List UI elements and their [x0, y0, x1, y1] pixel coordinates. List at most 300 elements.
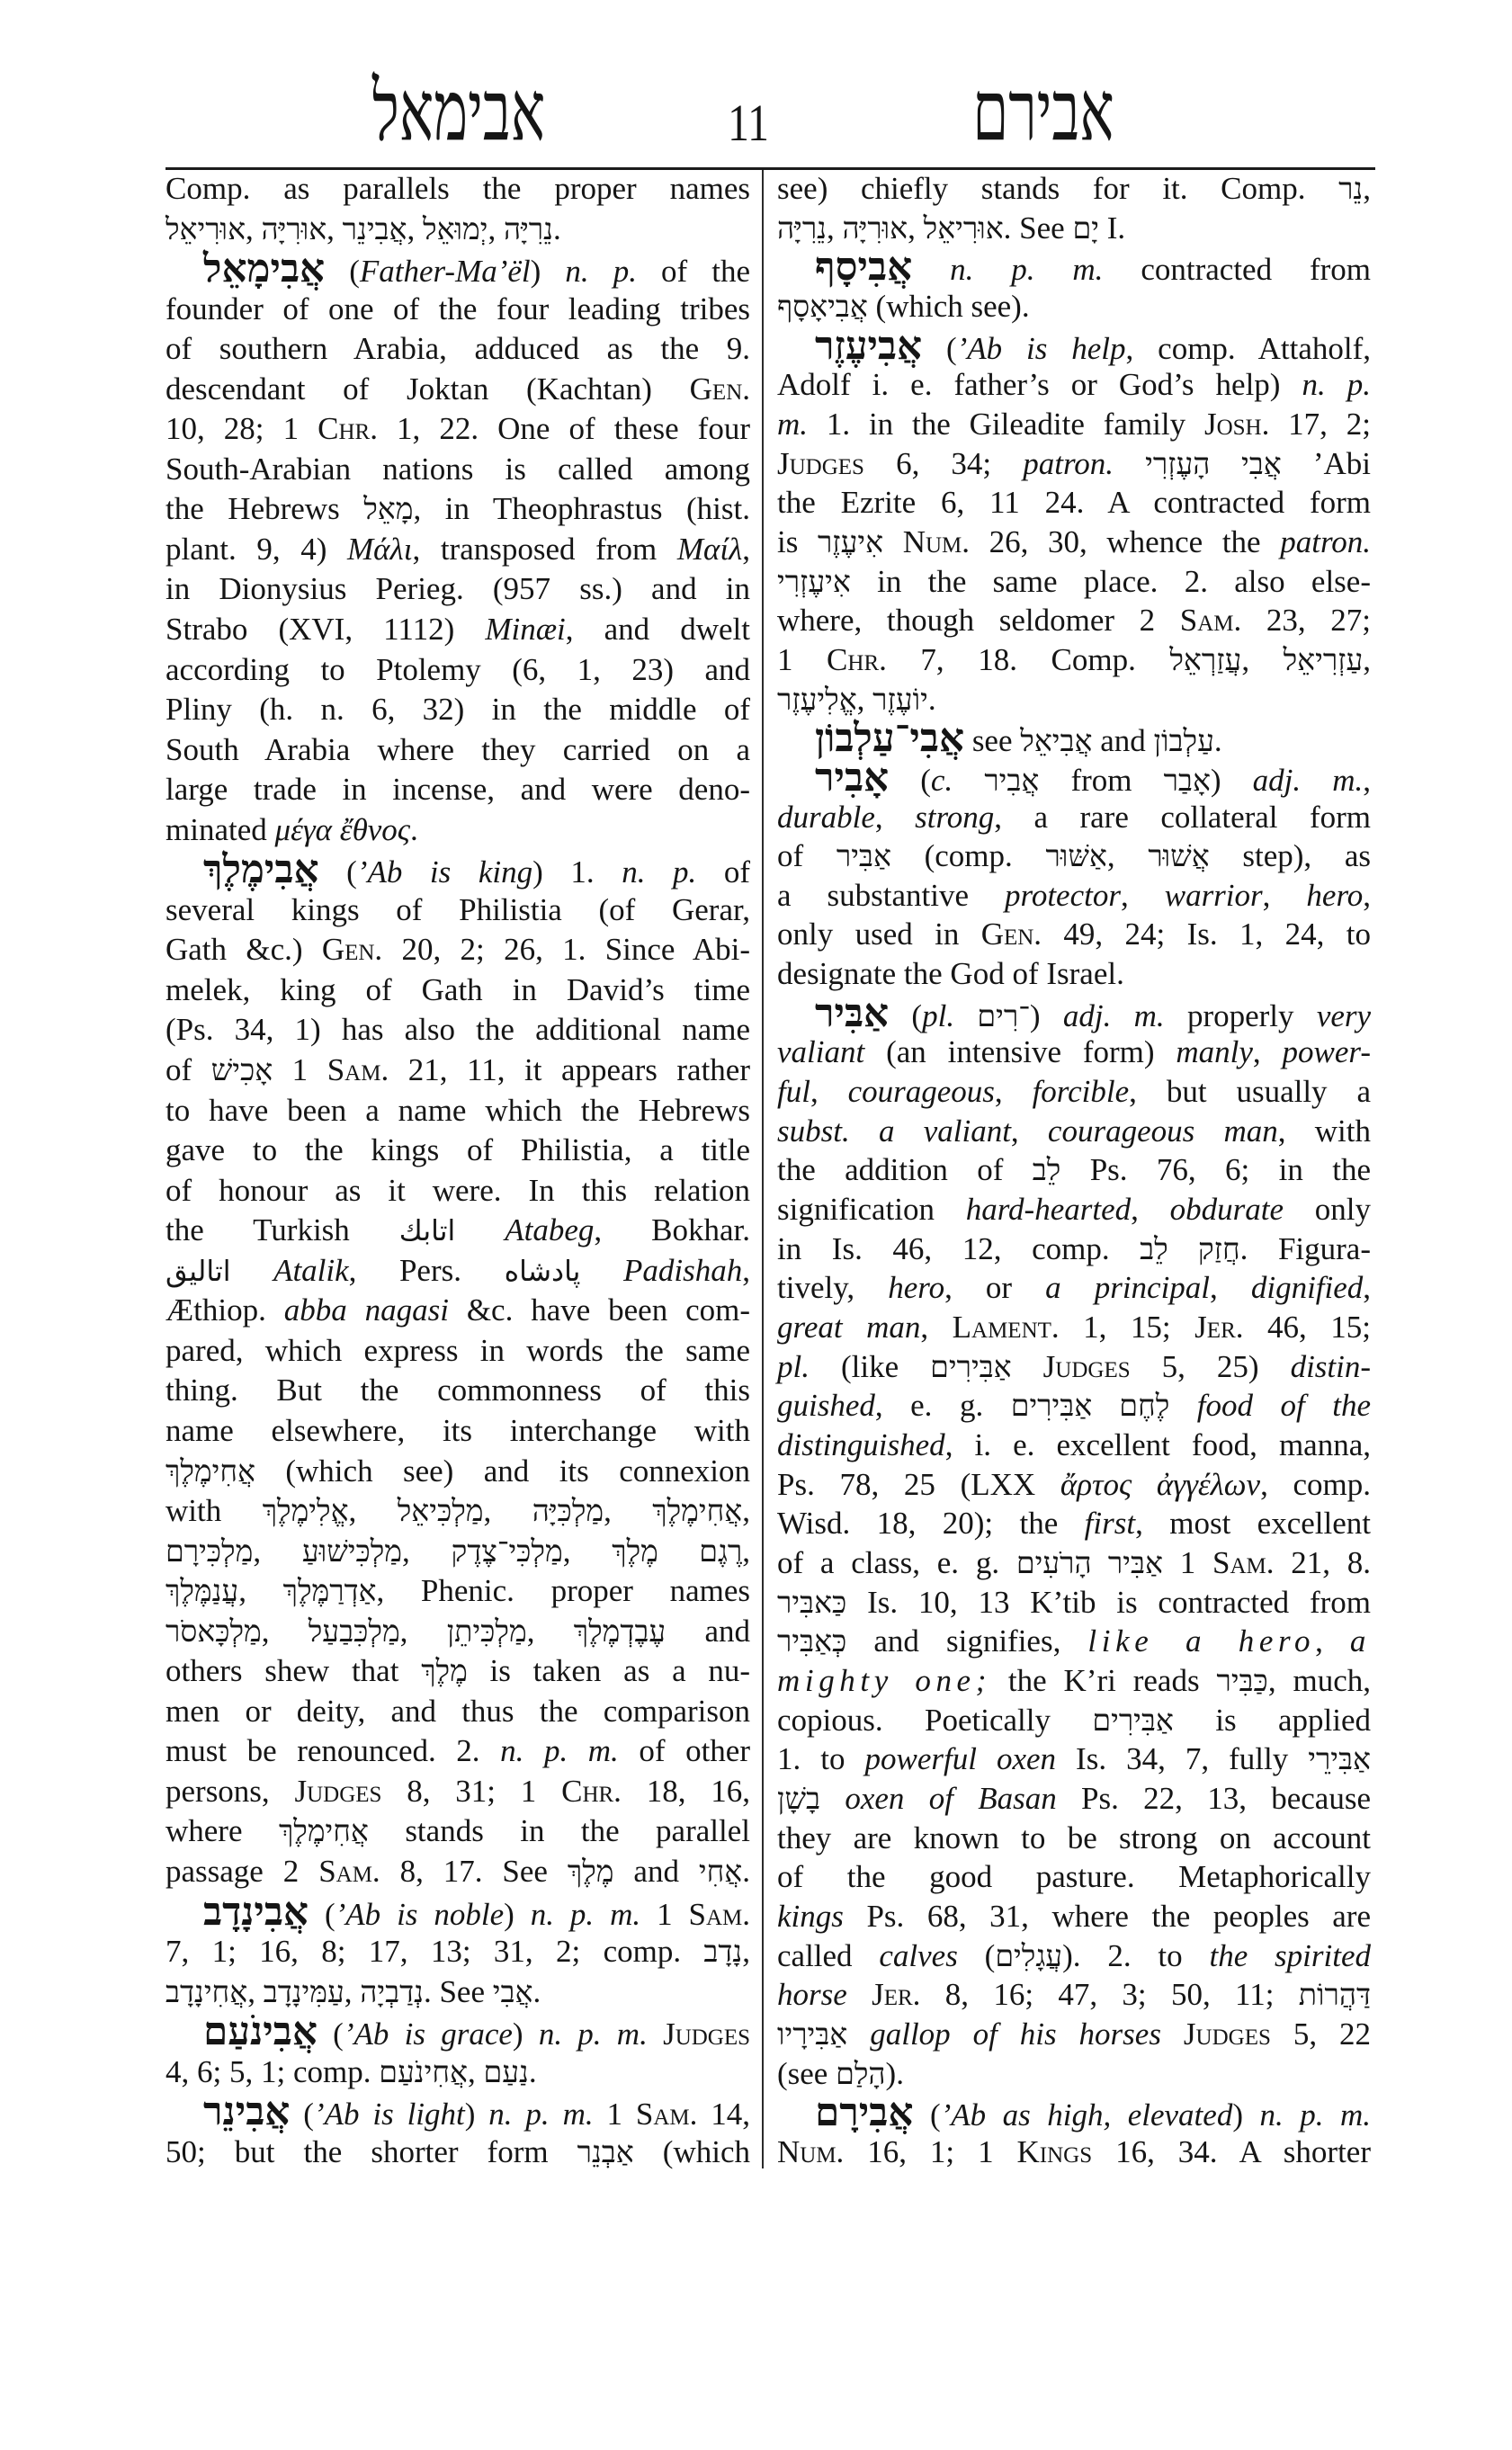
- guide-word-left: אבימאל: [371, 65, 546, 158]
- text: .: [552, 210, 561, 246]
- italic-text: n. p. m.: [488, 2097, 594, 2133]
- page-number: 11: [728, 94, 769, 152]
- italic-text: Atalik: [273, 1252, 349, 1288]
- text-line: [166, 1853, 750, 1891]
- text: ,: [253, 1533, 302, 1569]
- italic-text: subst. a valiant: [777, 1113, 1011, 1149]
- hebrew-word: אוּרִיאֵל: [166, 212, 246, 246]
- reference-abbrev: Gen.: [321, 932, 383, 968]
- reference-abbrev: Sam.: [635, 2097, 698, 2133]
- text-line: [777, 1348, 1371, 1386]
- text: , e. g.: [874, 1388, 1011, 1424]
- text: of the: [636, 254, 751, 290]
- italic-text: ful: [777, 1074, 810, 1110]
- hebrew-word: לֵב: [1032, 1154, 1061, 1188]
- text-line: [777, 681, 1371, 719]
- text: founder of one of the four leading tribes: [166, 291, 750, 326]
- italic-text: n. p.: [565, 254, 637, 290]
- text-line: [166, 451, 750, 488]
- hebrew-word: מַלְכִּיאֵל: [397, 1495, 484, 1529]
- hebrew-word: אֲחִינֹעַם: [379, 2055, 468, 2089]
- text: (an intensive form): [864, 1034, 1176, 1070]
- text-line: [166, 1131, 750, 1169]
- arabic-word: پادشاه: [504, 1255, 581, 1288]
- text: (: [957, 1937, 996, 1973]
- text: (see: [777, 2055, 837, 2091]
- text: 8, 17. See: [380, 1853, 568, 1889]
- reference-abbrev: Gen.: [689, 371, 750, 407]
- text: descendant of Joktan (Kachtan): [166, 371, 690, 407]
- text-line: [777, 1858, 1371, 1896]
- text: tively,: [777, 1270, 889, 1306]
- hebrew-word: מֶלֶךְ: [421, 1655, 468, 1689]
- text: Æthiop.: [166, 1292, 284, 1328]
- text: ): [1029, 997, 1063, 1033]
- text: ): [512, 2016, 539, 2052]
- text: ,: [856, 681, 873, 717]
- italic-text: obdurate: [1169, 1192, 1284, 1228]
- text-line: [166, 210, 750, 248]
- text: (: [325, 254, 360, 290]
- text-line: [777, 484, 1371, 522]
- italic-text: great man: [777, 1310, 921, 1346]
- text: 1. to: [777, 1741, 865, 1777]
- text-line: [166, 490, 750, 528]
- text: melek, king of Gath in David’s time: [166, 971, 750, 1007]
- text-line: [166, 531, 750, 568]
- text: ): [530, 254, 566, 290]
- text-line: [777, 445, 1371, 483]
- text: passage 2: [166, 1853, 319, 1889]
- text: 8, 16; 47, 3; 50, 11;: [920, 1977, 1299, 2013]
- text: ,: [908, 210, 924, 246]
- text: ).: [885, 2055, 904, 2091]
- text: ,: [1120, 877, 1165, 913]
- hebrew-word: עַזְרִיאֵל: [1283, 643, 1364, 677]
- text-line: [777, 1387, 1371, 1425]
- hebrew-word: אָכִישׁ: [210, 1054, 273, 1088]
- text: ): [464, 2097, 489, 2133]
- hebrew-word: אוּרִיָּה: [842, 211, 908, 246]
- text: others shew that: [166, 1653, 422, 1689]
- text: ,: [810, 1074, 848, 1110]
- reference-abbrev: Num.: [777, 2133, 845, 2169]
- text: to have been a name which the Hebrews: [166, 1092, 750, 1128]
- hebrew-word: אֲבִי הָעֶזְרִי: [1145, 447, 1282, 481]
- reference-abbrev: Sam.: [318, 1853, 380, 1889]
- greek-word: Μάλι: [347, 531, 413, 567]
- text-line: [777, 170, 1371, 208]
- headword: אֲבִינֵר: [203, 2090, 291, 2134]
- hebrew-word: רֶגֶם מֶלֶךְ: [612, 1534, 743, 1569]
- italic-text: guished: [777, 1388, 875, 1424]
- italic-text: protector: [1005, 877, 1121, 913]
- italic-text: ’Ab is king: [356, 854, 533, 890]
- hebrew-word: נָדָב: [703, 1936, 743, 1970]
- headword: אֲבִימָאֵל: [203, 247, 326, 291]
- text: pared, which express in words the same: [166, 1332, 750, 1368]
- text: 8, 31; 1: [381, 1773, 562, 1809]
- text-line: [166, 971, 750, 1009]
- text: 21, 8.: [1274, 1544, 1372, 1580]
- text-line: [777, 1780, 1371, 1818]
- text-line: [166, 771, 750, 809]
- text-line: [777, 1309, 1371, 1346]
- text: ,: [562, 1533, 613, 1569]
- hebrew-word: עַמִּינָדָב: [263, 1975, 344, 2009]
- text: (: [913, 2097, 941, 2133]
- text: .: [410, 811, 418, 847]
- hebrew-word: אַבְנֵר: [577, 2135, 634, 2169]
- italic-text: ’Ab is help: [956, 330, 1126, 366]
- text-line: [166, 891, 750, 929]
- text: (: [889, 762, 931, 798]
- text: ,: [1363, 641, 1372, 677]
- text: see: [964, 723, 1021, 759]
- text-line: [166, 931, 750, 969]
- text: large trade in incense, and were deno-: [166, 772, 750, 808]
- text-line: [166, 330, 750, 368]
- italic-text: very: [1316, 997, 1372, 1033]
- text: stands in the parallel: [368, 1813, 750, 1849]
- text: (Ps. 34, 1) has also the additional name: [166, 1012, 750, 1048]
- hebrew-word: דַּהֲרוֹת: [1298, 1979, 1372, 2013]
- hebrew-word: אוּרִיאֵל: [923, 211, 1004, 246]
- text: of southern Arabia, adduced as the 9.: [166, 331, 750, 367]
- text-line: [166, 2133, 750, 2171]
- text: a substantive: [777, 877, 1005, 913]
- text: 49, 24; Is. 1, 24, to: [1042, 917, 1371, 952]
- hebrew-word: מַלְכִּירָם: [166, 1534, 254, 1569]
- text: ,: [742, 1493, 750, 1529]
- text-line: [777, 2055, 1371, 2093]
- text: ,: [401, 1533, 452, 1569]
- text: 1. in the Gileadite family: [808, 406, 1204, 442]
- text: (which: [633, 2133, 750, 2169]
- hebrew-word: נֵר: [1338, 173, 1364, 206]
- text: ,: [1106, 838, 1149, 874]
- text-line: [166, 651, 750, 689]
- text-line: [777, 1820, 1371, 1857]
- text: . See: [1003, 210, 1073, 246]
- text: . Figura-: [1239, 1230, 1371, 1266]
- italic-text: patron.: [1280, 523, 1372, 559]
- text: 26, 30, whence the: [970, 523, 1281, 559]
- text-line: [166, 1372, 750, 1409]
- text: , i. e. excellent food, manna,: [944, 1427, 1371, 1462]
- hebrew-word: אֲבִיאָסָף: [777, 290, 868, 324]
- text-line: [166, 410, 750, 448]
- text-line: [166, 291, 750, 328]
- hebrew-word: אֲשׁוּר: [1148, 840, 1210, 874]
- text-line: [777, 1505, 1371, 1542]
- reference-abbrev: Num.: [902, 523, 970, 559]
- text-line: [777, 1740, 1371, 1778]
- hebrew-word: אֲבִינֵר: [342, 212, 407, 246]
- text: and: [666, 1613, 750, 1649]
- text: 16, 34. A shorter: [1092, 2133, 1371, 2169]
- entry-start-line: [777, 756, 1372, 800]
- text: I.: [1098, 210, 1126, 246]
- text: [1169, 1388, 1197, 1423]
- text: properly: [1164, 997, 1317, 1033]
- text-line: [777, 916, 1371, 953]
- text: 23, 27;: [1241, 603, 1371, 639]
- text: ,: [247, 1973, 264, 2009]
- text: (which see) and its connexion: [255, 1453, 750, 1489]
- italic-text: hero: [888, 1270, 945, 1306]
- text: (: [889, 997, 923, 1033]
- text-line: [166, 1812, 750, 1850]
- text-line: [166, 1252, 750, 1290]
- text: 1: [640, 1896, 689, 1932]
- text: .: [1213, 723, 1222, 759]
- italic-text: food of the: [1196, 1388, 1371, 1424]
- text: [820, 1781, 845, 1816]
- italic-text: Minæi: [485, 612, 566, 648]
- text: the Ezrite 6, 11 24. A contracted form: [777, 485, 1371, 521]
- text: [231, 1253, 274, 1288]
- text: , much,: [1267, 1662, 1371, 1698]
- text-line: [777, 2133, 1371, 2171]
- text: (like: [809, 1348, 931, 1384]
- hebrew-word: מַלְכָּאסֹר: [166, 1614, 262, 1649]
- text-line: [777, 1191, 1371, 1229]
- reference-abbrev: Lament.: [952, 1310, 1060, 1346]
- text: signification: [777, 1192, 966, 1228]
- text: the Hebrews: [166, 491, 364, 527]
- hebrew-word: אֲחִי: [698, 1855, 743, 1889]
- text-line: [777, 641, 1371, 679]
- italic-text: power-: [1282, 1034, 1371, 1070]
- text: copious. Poetically: [777, 1702, 1093, 1738]
- text-line: [777, 523, 1371, 561]
- hebrew-word: אֲחִימֶלֶךְ: [652, 1495, 743, 1529]
- text: ,: [1315, 1623, 1350, 1659]
- text: [580, 1253, 623, 1288]
- text: ,: [526, 1613, 574, 1649]
- text-line: [777, 955, 1371, 993]
- text: name elsewhere, its interchange with: [166, 1412, 750, 1448]
- text-line: [777, 877, 1371, 915]
- text: where: [166, 1813, 279, 1849]
- text: 17, 2;: [1269, 406, 1371, 442]
- reference-abbrev: Chr.: [827, 641, 887, 677]
- hebrew-word: עֲגָלִים: [995, 1939, 1063, 1973]
- text: Adolf i. e. father’s or God’s help): [777, 367, 1302, 403]
- text: 5, 25): [1130, 1348, 1291, 1384]
- text-line: [777, 1584, 1371, 1622]
- headword: אַבִּיר: [815, 991, 890, 1035]
- text: 5, 22: [1270, 2016, 1372, 2052]
- hebrew-word: כַּבִּיר: [1216, 1664, 1268, 1698]
- text-line: [777, 1937, 1371, 1975]
- text: &c. have been com-: [448, 1292, 750, 1328]
- text: Pliny (h. n. 6, 32) in the middle of: [166, 692, 750, 728]
- text-line: [777, 1426, 1371, 1464]
- hebrew-word: אוּרִיָּה: [261, 212, 327, 246]
- left-column: [166, 170, 750, 2171]
- text-line: [166, 1933, 750, 1971]
- text: Ps. 22, 13, because: [1056, 1780, 1371, 1816]
- hebrew-word: חֲזַק לֵב: [1140, 1232, 1240, 1266]
- reference-abbrev: Josh.: [1203, 406, 1270, 442]
- hebrew-word: עֶבֶדְמֶלֶךְ: [573, 1614, 667, 1649]
- text: ,: [1210, 1270, 1251, 1306]
- reference-abbrev: Chr.: [318, 411, 378, 447]
- text: thing. But the commonness of this: [166, 1373, 750, 1408]
- italic-text: adj. m.: [1062, 997, 1165, 1033]
- text-line: [166, 371, 750, 408]
- text-line: [166, 1092, 750, 1130]
- text-line: [166, 1572, 750, 1610]
- text-line: [777, 288, 1371, 326]
- text: 21, 11, it appears rather: [389, 1052, 750, 1088]
- reference-abbrev: Judges: [1183, 2016, 1271, 2052]
- text: ,: [994, 1074, 1033, 1110]
- text: only: [1284, 1192, 1371, 1228]
- text: of honour as it were. In this relation: [166, 1172, 750, 1208]
- text: ,: [261, 1613, 309, 1649]
- text-line: [166, 1773, 750, 1811]
- text: only used in: [777, 917, 981, 952]
- text: ,: [742, 1934, 750, 1970]
- text: 46, 15;: [1243, 1310, 1371, 1346]
- text: Is. 34, 7, fully: [1056, 1741, 1309, 1777]
- italic-text: ’Ab as high, elevated: [940, 2097, 1233, 2133]
- entry-start-line: [777, 324, 1371, 368]
- text-line: [166, 170, 750, 208]
- hebrew-word: אַבִּיר: [836, 840, 891, 874]
- hebrew-word: אַבִּירִים: [1092, 1703, 1174, 1738]
- text: according to Ptolemy (6, 1, 23) and: [166, 651, 750, 687]
- hebrew-word: מָאֵל: [363, 493, 414, 527]
- reference-abbrev: Jer.: [872, 1977, 921, 2013]
- text: ,: [407, 210, 424, 246]
- text: plant. 9, 4): [166, 531, 348, 567]
- italic-text: first: [1084, 1506, 1136, 1542]
- headword: אֲבִיסָף: [815, 246, 913, 290]
- text: , transposed from: [412, 531, 677, 567]
- headword: אֲבִיעֶזֶר: [815, 324, 923, 368]
- reference-abbrev: Judges: [663, 2016, 751, 2052]
- hebrew-word: יָם: [1072, 211, 1099, 246]
- text: ): [1232, 2097, 1260, 2133]
- text: ,: [1010, 1113, 1048, 1149]
- hebrew-word: נֵרִיָּה: [777, 211, 827, 246]
- text: 20, 2; 26, 1. Since Abi-: [382, 932, 750, 968]
- text: of other: [618, 1733, 750, 1769]
- text: ,: [1262, 877, 1307, 913]
- greek-word: μέγα ἔθνος: [274, 811, 410, 847]
- text-line: [166, 1453, 750, 1490]
- spaced-italic-text: like a hero: [1087, 1623, 1316, 1659]
- hebrew-word: אֲחִינָדָב: [166, 1975, 248, 2009]
- text-line: [777, 406, 1371, 443]
- hebrew-word: אַדְרַמֶּלֶךְ: [282, 1575, 377, 1609]
- hebrew-word: בָשָׁן: [777, 1782, 821, 1816]
- text: , with: [1277, 1113, 1371, 1149]
- italic-text: n. p. m.: [950, 252, 1104, 288]
- italic-text: calves: [879, 1937, 958, 1973]
- text-line: [777, 602, 1371, 639]
- text: in Dionysius Perieg. (957 ss.) and in: [166, 571, 750, 607]
- text: the addition of: [777, 1152, 1033, 1188]
- text: 1: [593, 2097, 636, 2133]
- text: ). 2. to: [1062, 1937, 1210, 1973]
- italic-text: Padishah: [623, 1252, 743, 1288]
- hebrew-word: אָבַר: [1163, 764, 1211, 798]
- headword: אָבִיר: [815, 756, 890, 800]
- hebrew-word: אֲבִי: [492, 1975, 533, 2009]
- hebrew-word: מַלְכִּיָּה: [532, 1495, 604, 1529]
- text-line: [777, 1662, 1371, 1700]
- reference-abbrev: Kings: [1016, 2133, 1093, 2169]
- guide-word-right: אבירם: [972, 65, 1114, 158]
- italic-text: courageous man: [1047, 1113, 1278, 1149]
- text: , Phenic. proper names: [376, 1573, 750, 1609]
- text-line: [166, 1172, 750, 1210]
- entry-start-line: [166, 2010, 751, 2054]
- reference-abbrev: Gen.: [980, 917, 1042, 952]
- headword: אֲבִי־עַלְבוֹן: [815, 717, 965, 761]
- reference-abbrev: Sam.: [688, 1896, 750, 1932]
- text: , Pers.: [348, 1252, 505, 1288]
- italic-text: distin-: [1290, 1348, 1372, 1384]
- entry-start-line: [777, 2091, 1372, 2135]
- italic-text: n. p. m.: [1259, 2097, 1372, 2133]
- text: [847, 2016, 870, 2052]
- italic-text: adj. m.: [1252, 762, 1364, 798]
- text: 1, 22. One of these four: [377, 411, 750, 447]
- text: ,: [467, 2053, 484, 2089]
- italic-text: a principal: [1045, 1270, 1211, 1306]
- text: ,: [483, 1493, 532, 1529]
- text: and signifies,: [846, 1623, 1088, 1659]
- spaced-italic-text: a: [1349, 1623, 1372, 1659]
- hebrew-word: אַבִּירִים: [930, 1350, 1012, 1384]
- text: is applied: [1173, 1702, 1371, 1738]
- text: ,: [742, 1252, 750, 1288]
- text: is taken as a nu-: [467, 1653, 751, 1689]
- text: (: [318, 854, 357, 890]
- hebrew-word: לֶחֶם אַבִּירִים: [1010, 1390, 1170, 1424]
- italic-text: ’Ab is grace: [343, 2016, 513, 2052]
- arabic-word: اتابك: [398, 1215, 456, 1248]
- text: ,: [1363, 762, 1372, 798]
- entry-start-line: [777, 717, 1371, 761]
- text: , a rare collateral form: [994, 799, 1372, 835]
- italic-text: pl.: [777, 1348, 810, 1384]
- italic-text: ’Ab is noble: [335, 1896, 505, 1932]
- text-line: [166, 811, 750, 849]
- text: ,: [488, 210, 504, 246]
- text: ) 1.: [532, 854, 622, 890]
- text-line: [777, 1033, 1371, 1071]
- text: (comp.: [890, 838, 1046, 874]
- italic-text: durable: [777, 799, 875, 835]
- text: ,: [344, 1973, 361, 2009]
- text: ,: [246, 210, 262, 246]
- italic-text: c.: [930, 762, 953, 798]
- entry-start-line: [166, 247, 751, 291]
- italic-text: hero: [1306, 877, 1364, 913]
- text-line: [777, 366, 1371, 404]
- italic-text: powerful oxen: [864, 1741, 1057, 1777]
- hebrew-word: נֵרִיָּה: [503, 212, 553, 246]
- text: of a class, e. g.: [777, 1544, 1016, 1580]
- text-line: [777, 837, 1371, 875]
